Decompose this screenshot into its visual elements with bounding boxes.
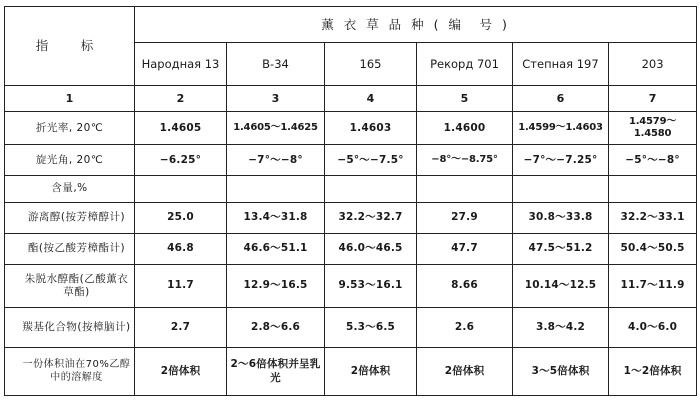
table-row [5,264,697,307]
cell-value: 1.4603 [325,112,417,145]
table-row [5,112,697,145]
index-label: 指 标 [5,7,135,86]
cell-value: 2～6倍体积并呈乳光 [227,348,325,396]
lavender-varieties-table [4,6,697,396]
cell-value [135,176,227,202]
table-row [5,202,697,233]
column-number-4: 4 [325,85,417,111]
variety-header-2: В-34 [227,42,325,85]
cell-value: 1.4599～1.4603 [513,112,609,145]
row-label: 折光率, 20℃ [5,112,135,145]
cell-value: 10.14～12.5 [513,264,609,307]
cell-value: 27.9 [417,202,513,233]
row-label: 一份体积油在70%乙醇中的溶解度 [5,348,135,396]
cell-value [513,176,609,202]
table-row [5,145,697,176]
cell-value [609,176,697,202]
cell-value: 2.8～6.6 [227,307,325,348]
group-title: 薰 衣 草 品 种 ( 编 号 ) [135,7,697,43]
column-number-row [5,85,697,111]
variety-header-6: 203 [609,42,697,85]
cell-value: 13.4～31.8 [227,202,325,233]
table-row [5,307,697,348]
cell-value: 1.4600 [417,112,513,145]
cell-value: 2.7 [135,307,227,348]
cell-value: 1.4605～1.4625 [227,112,325,145]
cell-value: 2倍体积 [417,348,513,396]
cell-value: −5°～−8° [609,145,697,176]
cell-value: −8°～−8.75° [417,145,513,176]
cell-value: 11.7～11.9 [609,264,697,307]
row-label: 朱脱水醇酯(乙酸薰衣草酯) [5,264,135,307]
cell-value: −6.25° [135,145,227,176]
cell-value: −7°～−8° [227,145,325,176]
cell-value: 32.2～32.7 [325,202,417,233]
cell-value: 50.4～50.5 [609,233,697,264]
cell-value: 11.7 [135,264,227,307]
cell-value: 8.66 [417,264,513,307]
variety-header-5: Степная 197 [513,42,609,85]
cell-value: 46.6～51.1 [227,233,325,264]
cell-value: 3～5倍体积 [513,348,609,396]
table-row [5,348,697,396]
cell-value: −7°～−7.25° [513,145,609,176]
cell-value: 25.0 [135,202,227,233]
cell-value: 3.8～4.2 [513,307,609,348]
cell-value: −5°～−7.5° [325,145,417,176]
cell-value: 1～2倍体积 [609,348,697,396]
row-label: 含量,% [5,176,135,202]
row-label: 游离醇(按芳樟醇计) [5,202,135,233]
cell-value [417,176,513,202]
cell-value [325,176,417,202]
table-row [5,233,697,264]
cell-value: 46.0～46.5 [325,233,417,264]
cell-value [227,176,325,202]
cell-value: 47.7 [417,233,513,264]
column-number-1: 1 [5,85,135,111]
cell-value: 1.4579～1.4580 [609,112,697,145]
cell-value: 2倍体积 [135,348,227,396]
cell-value: 30.8～33.8 [513,202,609,233]
cell-value: 4.0～6.0 [609,307,697,348]
cell-value: 46.8 [135,233,227,264]
cell-value: 2.6 [417,307,513,348]
variety-header-3: 165 [325,42,417,85]
cell-value: 9.53～16.1 [325,264,417,307]
cell-value: 1.4605 [135,112,227,145]
row-label: 旋光角, 20℃ [5,145,135,176]
column-number-6: 6 [513,85,609,111]
table-row [5,176,697,202]
row-label: 羰基化合物(按樟脑计) [5,307,135,348]
variety-header-1: Народная 13 [135,42,227,85]
header-row-group [5,7,697,43]
variety-header-4: Рекорд 701 [417,42,513,85]
cell-value: 5.3～6.5 [325,307,417,348]
row-label: 酯(按乙酸芳樟酯计) [5,233,135,264]
column-number-2: 2 [135,85,227,111]
cell-value: 12.9～16.5 [227,264,325,307]
cell-value: 32.2～33.1 [609,202,697,233]
column-number-3: 3 [227,85,325,111]
column-number-7: 7 [609,85,697,111]
cell-value: 2倍体积 [325,348,417,396]
cell-value: 47.5～51.2 [513,233,609,264]
column-number-5: 5 [417,85,513,111]
